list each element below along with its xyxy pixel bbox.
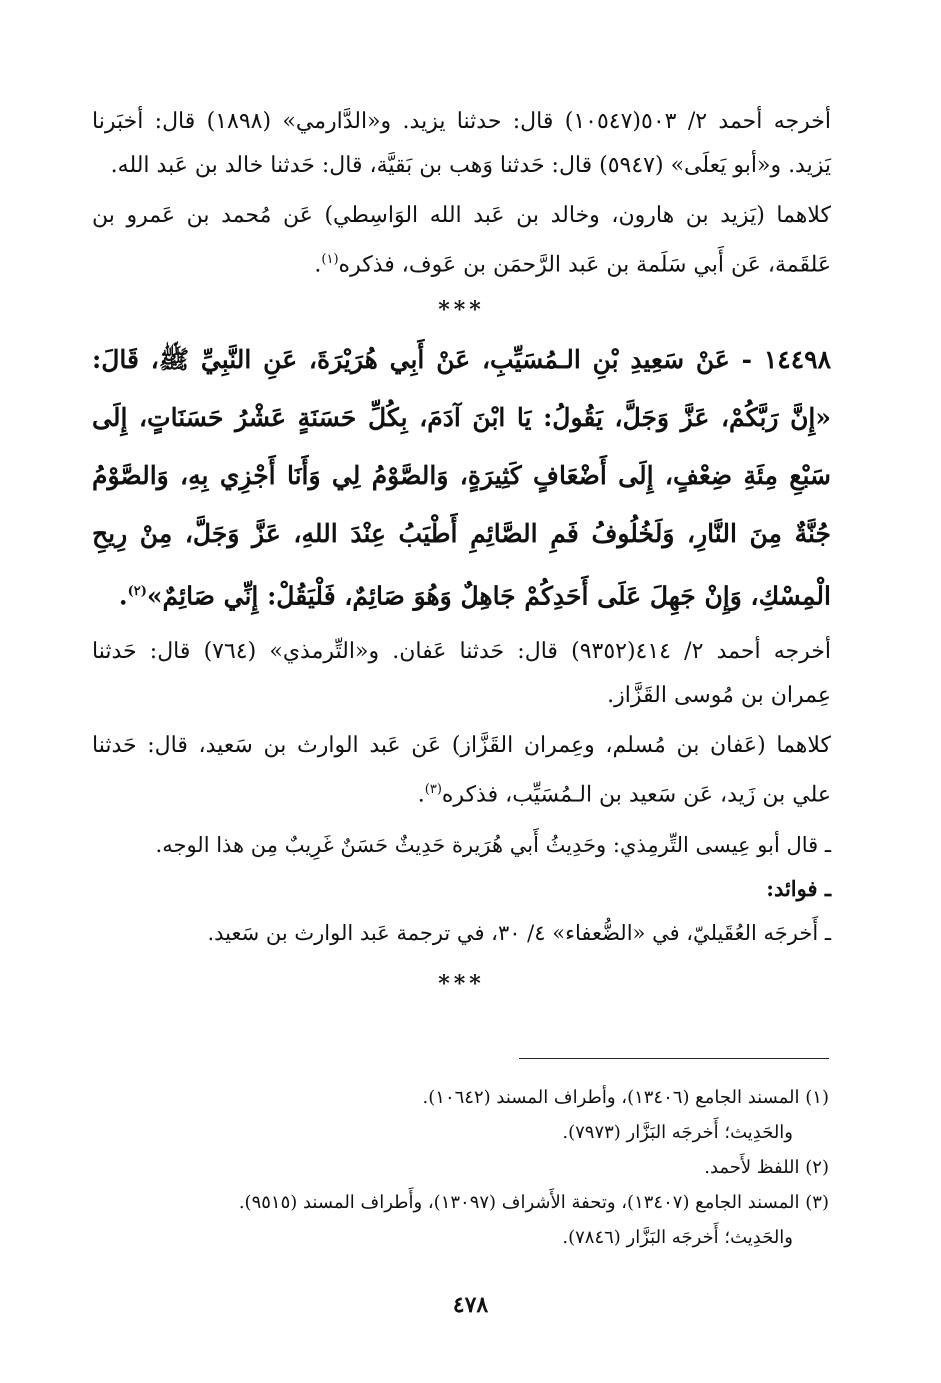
hadith-number: ١٤٤٩٨ - [741, 345, 831, 375]
hadith-paragraph [92, 331, 831, 625]
fawaid-heading: ـ فوائد: [766, 875, 831, 901]
chain-paragraph-1 [92, 194, 831, 287]
footnote-1-continued: والحَدِيث؛ أَخرجَه البَزَّار (٧٩٧٣). [562, 1122, 793, 1143]
takhrij-paragraph-1: أخرجه أحمد ٢/ ٥٠٣(١٠٥٤٧) قال: حدثنا يزيد. و«الدَّارمي» (١٨٩٨) قال: أخبَرنا يَزيد. و«أبو يَعلَى» (٥٩٤٧) قال: حَدثنا وَهب بن بَقيَّة، قال: حَدثنا خالد بن عَبد الله. [92, 109, 831, 178]
footnote-ref-3: (٣) [424, 781, 442, 797]
chain-paragraph-2 [92, 724, 831, 817]
uqayli-note: ـ أَخرجَه العُقَيليّ، في «الضُّعفاء» ٤/ ٣٠، في ترجمة عَبد الوارث بن سَعيد. [207, 920, 831, 945]
takhrij-paragraph-2: أخرجه أحمد ٢/ ٤١٤(٩٣٥٢) قال: حَدثنا عَفان. و«التِّرمذي» (٧٦٤) قال: حَدثنا عِمران بن مُوسى القَزَّاز. [92, 638, 831, 708]
section-separator-2: *** [438, 970, 485, 997]
footnote-ref-2: (٢) [127, 584, 147, 600]
chain-end-2: . [417, 781, 425, 807]
chain-end-1: . [314, 252, 322, 278]
footnotes-block [92, 1080, 829, 1255]
footnote-2: (٢) اللفظ لأَحمد. [704, 1157, 829, 1178]
footnote-ref-1: (١) [321, 252, 339, 267]
hadith-text: عَنْ سَعِيدِ بْنِ الـمُسَيِّبِ، عَنْ أَبِي هُرَيْرَةَ، عَنِ النَّبِيِّ ﷺ، قَالَ: «إِنَّ رَبَّكُمْ، عَزَّ وَجَلَّ، يَقُولُ: يَا ابْنَ آدَمَ، بِكُلِّ حَسَنَةٍ عَشْرُ حَسَنَاتٍ، إِلَى سَبْعِ مِئَةِ ضِعْفٍ، إِلَى أَضْعَافٍ كَثِيرَةٍ، وَالصَّوْمُ لِي وَأَنَا أَجْزِي بِهِ، وَالصَّوْمُ جُنَّةٌ مِنَ النَّارِ، وَلَخُلُوفُ فَمِ الصَّائِمِ أَطْيَبُ عِنْدَ اللهِ، عَزَّ وَجَلَّ، مِنْ رِيحِ الْمِسْكِ، وَإِنْ جَهِلَ عَلَى أَحَدِكُمْ جَاهِلٌ وَهُوَ صَائِمٌ، فَلْيَقُلْ: إِنِّي صَائِمٌ» [92, 345, 831, 611]
footnote-1: (١) المسند الجامع (١٣٤٠٦)، وأطراف المسند (١٠٦٤٢). [422, 1087, 829, 1108]
footnote-3-continued: والحَدِيث؛ أَخرجَه البَزَّار (٧٨٤٦). [562, 1227, 793, 1248]
chain-text-1: كلاهما (يَزيد بن هارون، وخالد بن عَبد الله الوَاسِطي) عَن مُحمد بن عَمرو بن عَلقَمة، عَن أَبي سَلَمة بن عَبد الرَّحمَن بن عَوف، فذكره [92, 203, 831, 278]
page-number: ٤٧٨ [452, 1292, 489, 1318]
hadith-end: . [118, 581, 128, 611]
section-separator-1: *** [438, 297, 485, 324]
footnote-divider [519, 1058, 829, 1059]
chain-text-2: كلاهما (عَفان بن مُسلم، وعِمران القَزَّاز) عَن عَبد الوارث بن سَعيد، قال: حَدثنا علي بن زَيد، عَن سَعيد بن الـمُسَيِّب، فذكره [92, 732, 831, 807]
tirmidhi-comment: ـ قال أبو عِيسى التِّرمِذي: وحَدِيثُ أَبي هُرَيرة حَدِيثٌ حَسَنٌ غَرِيبٌ مِن هذا الوجه. [155, 832, 831, 857]
footnote-3: (٣) المسند الجامع (١٣٤٠٧)، وتحفة الأَشراف (١٣٠٩٧)، وأَطراف المسند (٩٥١٥). [238, 1192, 829, 1213]
